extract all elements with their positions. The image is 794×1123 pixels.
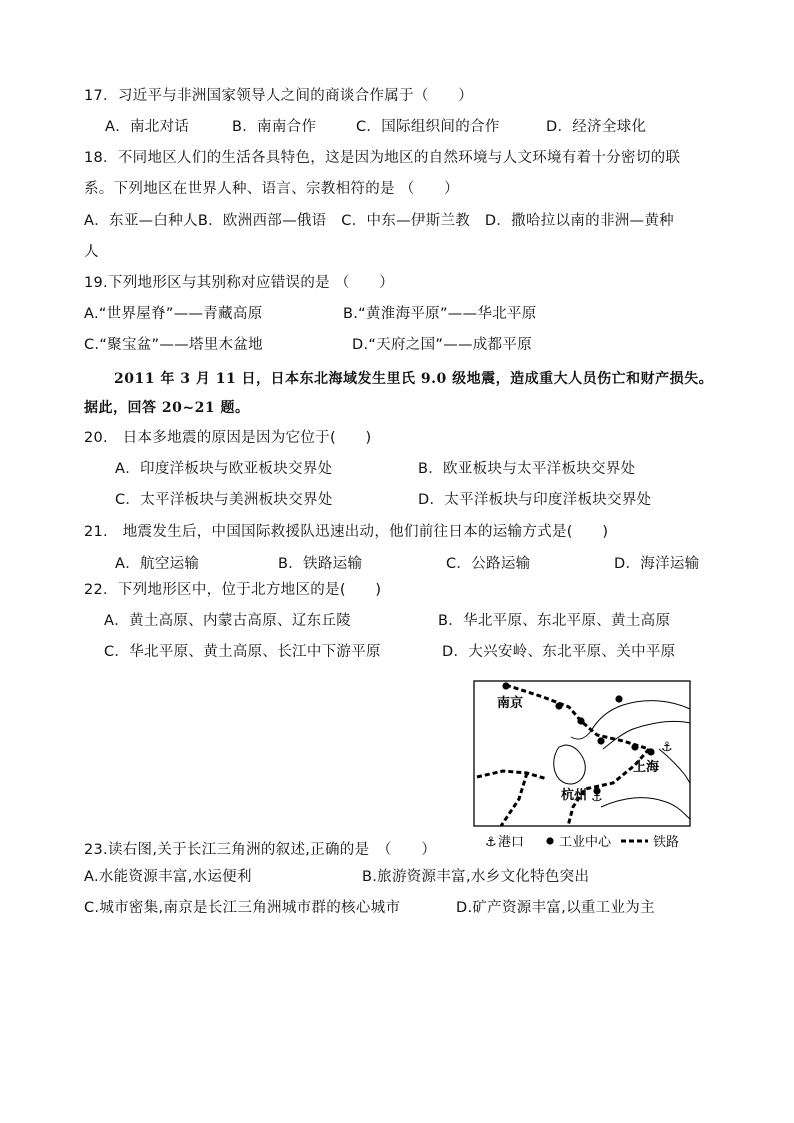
legend-port-icon: ⚓ bbox=[485, 835, 497, 850]
industry-center bbox=[577, 717, 584, 724]
q21-option-d: D．海洋运输 bbox=[614, 556, 700, 572]
yangtze-delta-map bbox=[473, 679, 709, 851]
q19-option-d: D.“天府之国”——成都平原 bbox=[352, 337, 532, 353]
q18-stem-line2: 系。下列地区在世界人种、语言、宗教相符的是 （ ） bbox=[84, 181, 459, 197]
q22-stem: 22．下列地形区中，位于北方地区的是( ) bbox=[84, 582, 382, 598]
map-legend bbox=[485, 834, 679, 850]
label-shanghai: 上海 bbox=[633, 760, 660, 775]
q19-option-b: B.“黄淮海平原”——华北平原 bbox=[343, 306, 537, 322]
q21-stem: 21. 地震发生后，中国国际救援队迅速出动，他们前往日本的运输方式是( ) bbox=[84, 524, 609, 540]
label-nanjing: 南京 bbox=[497, 696, 524, 711]
q23-option-b: B.旅游资源丰富,水乡文化特色突出 bbox=[362, 869, 590, 885]
q20-option-a: A．印度洋板块与欧亚板块交界处 bbox=[115, 461, 333, 477]
q23-stem: 23.读右图,关于长江三角洲的叙述,正确的是 （ ） bbox=[84, 842, 437, 858]
material-line2: 据此，回答 20~21 题。 bbox=[84, 400, 250, 416]
legend-port: 港口 bbox=[498, 835, 525, 850]
industry-center bbox=[631, 743, 638, 750]
q21-option-a: A．航空运输 bbox=[115, 556, 200, 572]
q20-option-b: B．欧亚板块与太平洋板块交界处 bbox=[418, 461, 636, 477]
industry-center-nanjing bbox=[502, 682, 509, 689]
q20-option-d: D．太平洋板块与印度洋板块交界处 bbox=[418, 492, 652, 508]
industry-center bbox=[555, 702, 562, 709]
q22-option-d: D．大兴安岭、东北平原、关中平原 bbox=[442, 644, 676, 660]
q19-option-c: C.“聚宝盆”——塔里木盆地 bbox=[84, 337, 263, 353]
q17-option-d: D．经济全球化 bbox=[546, 119, 647, 135]
q23-option-d: D.矿产资源丰富,以重工业为主 bbox=[456, 900, 655, 916]
port-icon: ⚓ bbox=[661, 740, 673, 755]
q19-option-a: A.“世界屋脊”——青藏高原 bbox=[84, 306, 263, 322]
q17-option-a: A．南北对话 bbox=[105, 119, 190, 135]
q20-option-c: C．太平洋板块与美洲板块交界处 bbox=[115, 492, 333, 508]
q23-option-c: C.城市密集,南京是长江三角洲城市群的核心城市 bbox=[84, 900, 401, 916]
q17-option-b: B．南南合作 bbox=[232, 119, 317, 135]
q20-stem: 20. 日本多地震的原因是因为它位于( ) bbox=[84, 430, 372, 446]
q22-option-c: C．华北平原、黄土高原、长江中下游平原 bbox=[104, 644, 381, 660]
q22-option-b: B．华北平原、东北平原、黄土高原 bbox=[438, 613, 671, 629]
q21-option-c: C．公路运输 bbox=[446, 556, 531, 572]
q21-option-b: B．铁路运输 bbox=[278, 556, 363, 572]
industry-center bbox=[615, 695, 622, 702]
industry-center-shanghai bbox=[647, 748, 654, 755]
q19-stem: 19.下列地形区与其别称对应错误的是 （ ） bbox=[84, 275, 395, 291]
q22-option-a: A．黄土高原、内蒙古高原、辽东丘陵 bbox=[104, 613, 352, 629]
q18-options-wrap: 人 bbox=[84, 244, 99, 260]
industry-center bbox=[597, 737, 604, 744]
legend-industry: 工业中心 bbox=[559, 835, 612, 850]
q17-option-c: C．国际组织间的合作 bbox=[356, 119, 500, 135]
legend-railway: 铁路 bbox=[653, 835, 680, 850]
q18-stem-line1: 18．不同地区人们的生活各具特色，这是因为地区的自然环境与人文环境有着十分密切的联 bbox=[84, 150, 681, 166]
q17-stem: 17．习近平与非洲国家领导人之间的商谈合作属于（ ） bbox=[84, 88, 474, 104]
port-icon: ⚓ bbox=[591, 790, 603, 805]
label-hangzhou: 杭州 bbox=[561, 788, 588, 803]
legend-industry-icon bbox=[546, 837, 553, 844]
q23-option-a: A.水能资源丰富,水运便利 bbox=[84, 869, 252, 885]
material-line1: 2011 年 3 月 11 日，日本东北海域发生里氏 9.0 级地震，造成重大人员伤亡和财产损失。 bbox=[114, 371, 714, 387]
q18-options: A．东亚—白种人B．欧洲西部—俄语 C．中东—伊斯兰教 D．撒哈拉以南的非洲—黄种 bbox=[84, 213, 674, 229]
